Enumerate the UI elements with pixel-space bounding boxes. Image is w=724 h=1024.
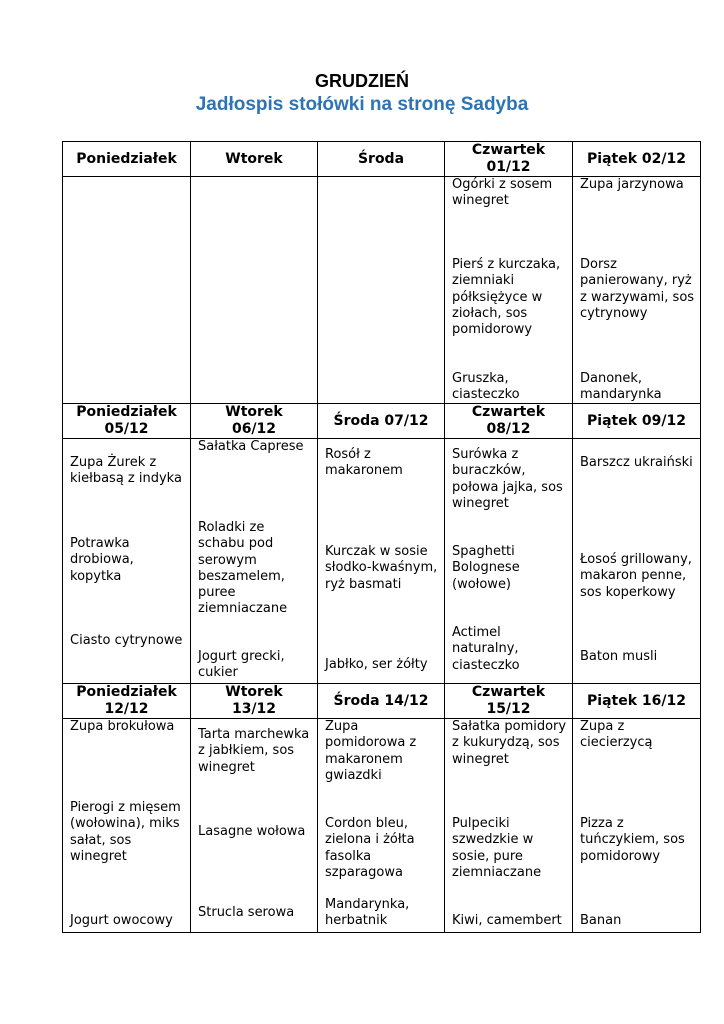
- soup-text: Zupa z ciecierzycą: [580, 719, 653, 751]
- soup-text: Zupa Żurek z kiełbasą z indyka: [70, 455, 182, 487]
- menu-table: [62, 141, 701, 933]
- day-header: Wtorek 13/12: [191, 684, 318, 719]
- day-header: Wtorek 06/12: [191, 404, 318, 439]
- dessert-text: Baton musli: [580, 649, 658, 664]
- main-dish-text: Cordon bleu, zielona i żółta fasolka szparagowa: [325, 816, 415, 880]
- dessert-text: Jogurt grecki, cukier: [198, 649, 285, 681]
- main-dish-text: Łosoś grillowany, makaron penne, sos koperkowy: [580, 552, 692, 600]
- menu-cell: [63, 719, 191, 933]
- menu-row: [63, 439, 701, 684]
- menu-cell: [318, 439, 445, 684]
- main-dish-text: Pulpeciki szwedzkie w sosie, pure ziemniaczane: [452, 816, 542, 880]
- menu-cell: [318, 177, 445, 404]
- main-dish-text: Pierogi z mięsem (wołowina), miks sałat, sos winegret: [70, 800, 181, 864]
- menu-row: [63, 177, 701, 404]
- menu-cell: [63, 439, 191, 684]
- soup-text: Zupa brokułowa: [70, 719, 175, 734]
- menu-cell: [573, 177, 701, 404]
- menu-cell: [573, 439, 701, 684]
- dessert-text: Danonek, mandarynka: [580, 371, 662, 403]
- day-header: Czwartek 15/12: [445, 684, 573, 719]
- day-header: Środa 07/12: [318, 404, 445, 439]
- dessert-text: Strucla serowa: [198, 905, 295, 920]
- day-header: Poniedziałek 05/12: [63, 404, 191, 439]
- soup-text: Surówka z buraczków, połowa jajka, sos winegret: [452, 447, 563, 511]
- soup-text: Barszcz ukraiński: [580, 455, 693, 470]
- menu-cell: [573, 719, 701, 933]
- dessert-text: Actimel naturalny, ciasteczko: [452, 625, 520, 673]
- dessert-text: Kiwi, camembert: [452, 913, 562, 928]
- day-header: Czwartek 08/12: [445, 404, 573, 439]
- dessert-text: Jogurt owocowy: [70, 913, 173, 928]
- day-header: Piątek 02/12: [573, 142, 701, 177]
- menu-cell: [63, 177, 191, 404]
- menu-cell: [445, 719, 573, 933]
- menu-cell: [191, 719, 318, 933]
- day-header-row: [63, 404, 701, 439]
- day-header: Środa 14/12: [318, 684, 445, 719]
- soup-text: Ogórki z sosem winegret: [452, 177, 553, 209]
- main-dish-text: Lasagne wołowa: [198, 824, 306, 839]
- day-header: Czwartek 01/12: [445, 142, 573, 177]
- main-dish-text: Kurczak w sosie słodko-kwaśnym, ryż basmati: [325, 544, 438, 592]
- main-dish-text: Potrawka drobiowa, kopytka: [70, 536, 134, 584]
- menu-cell: [445, 177, 573, 404]
- menu-cell: [445, 439, 573, 684]
- dessert-text: Jabłko, ser żółty: [325, 657, 428, 672]
- soup-text: Tarta marchewka z jabłkiem, sos winegret: [198, 727, 310, 775]
- dessert-text: Gruszka, ciasteczko: [452, 371, 520, 403]
- menu-cell: [191, 439, 318, 684]
- menu-cell: [318, 719, 445, 933]
- soup-text: Zupa pomidorowa z makaronem gwiazdki: [325, 719, 417, 783]
- main-dish-text: Spaghetti Bolognese (wołowe): [452, 544, 520, 592]
- day-header-row: [63, 142, 701, 177]
- soup-text: Zupa jarzynowa: [580, 177, 684, 192]
- dessert-text: Mandarynka, herbatnik: [325, 897, 410, 929]
- day-header: Wtorek: [191, 142, 318, 177]
- main-dish-text: Dorsz panierowany, ryż z warzywami, sos cytrynowy: [580, 257, 695, 321]
- day-header: Poniedziałek: [63, 142, 191, 177]
- main-dish-text: Roladki ze schabu pod serowym beszamelem, puree ziemniaczane: [198, 520, 288, 617]
- menu-cell: [191, 177, 318, 404]
- soup-text: Sałatka Caprese: [198, 439, 304, 454]
- page-subtitle: Jadłospis stołówki na stronę Sadyba: [195, 94, 529, 115]
- main-dish-text: Pierś z kurczaka, ziemniaki półksiężyce w ziołach, sos pomidorowy: [452, 257, 561, 338]
- main-dish-text: Pizza z tuńczykiem, sos pomidorowy: [580, 816, 685, 864]
- day-header-row: [63, 684, 701, 719]
- day-header: Poniedziałek 12/12: [63, 684, 191, 719]
- day-header: Środa: [318, 142, 445, 177]
- soup-text: Rosół z makaronem: [325, 447, 403, 479]
- soup-text: Sałatka pomidory z kukurydzą, sos winegret: [452, 719, 567, 767]
- page-title: GRUDZIEŃ: [315, 71, 409, 91]
- day-header: Piątek 09/12: [573, 404, 701, 439]
- menu-row: [63, 719, 701, 933]
- dessert-text: Banan: [580, 913, 622, 928]
- day-header: Piątek 16/12: [573, 684, 701, 719]
- dessert-text: Ciasto cytrynowe: [70, 633, 183, 648]
